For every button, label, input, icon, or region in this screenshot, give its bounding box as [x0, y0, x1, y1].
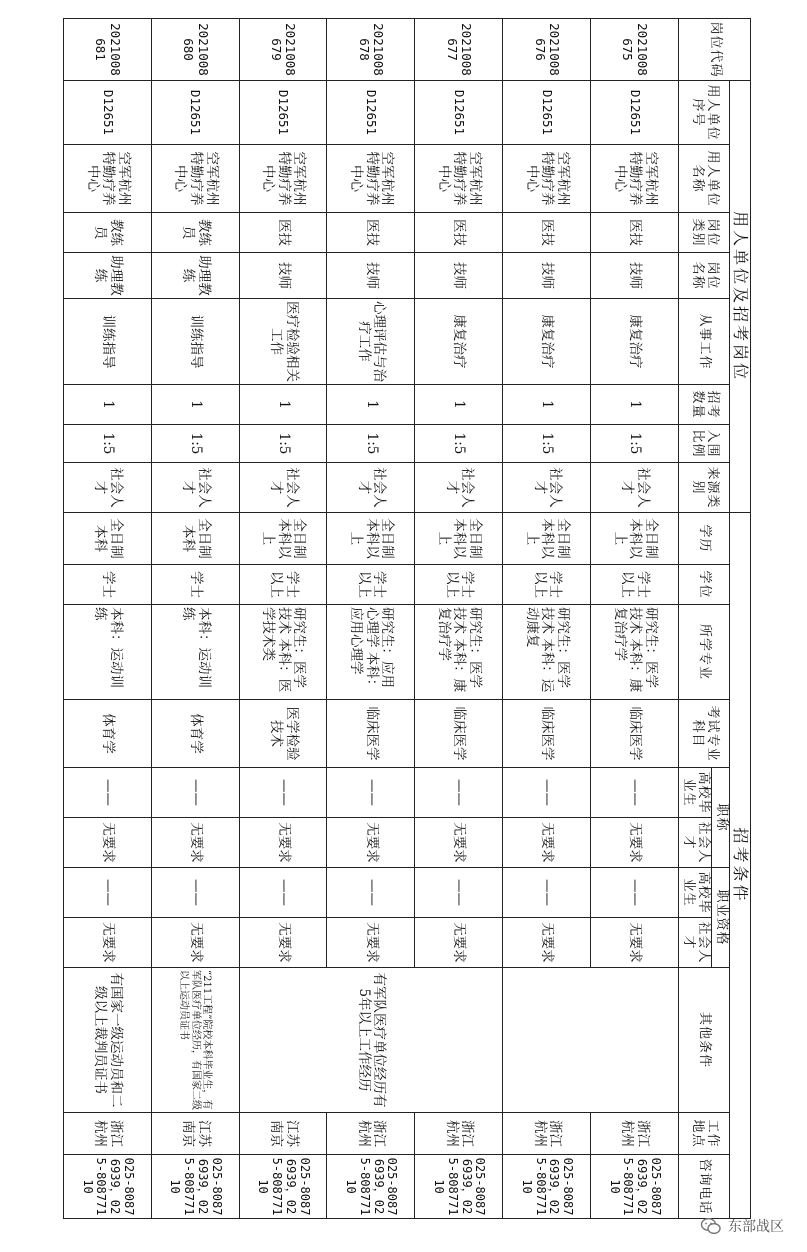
- title-social-cell: 无要求: [239, 818, 327, 868]
- code-cell: 2021008679: [239, 19, 327, 81]
- education-cell: 全日制本科: [64, 513, 152, 565]
- post-cell: 助理教练: [151, 253, 239, 299]
- location-cell: 江苏南京: [239, 1113, 327, 1155]
- post-cell: 技师: [239, 253, 327, 299]
- major-cell: 研究生：医学技术 本科：医学技术类: [239, 605, 327, 700]
- work-cell: 康复治疗: [503, 299, 591, 385]
- exam-cell: 临床医学: [415, 700, 503, 768]
- th-group-conditions: 招考条件: [729, 513, 750, 1219]
- qual-social-cell: 无要求: [590, 918, 678, 968]
- source-cell: 社会人才: [415, 463, 503, 513]
- ratio-cell: 1:5: [590, 425, 678, 463]
- exam-cell: 体育学: [151, 700, 239, 768]
- count-cell: 1: [415, 385, 503, 425]
- unit-cell: 空军杭州特勤疗养中心: [415, 145, 503, 213]
- source-cell: 社会人才: [590, 463, 678, 513]
- source-cell: 社会人才: [327, 463, 415, 513]
- th-ratio: 入围比例: [678, 425, 729, 463]
- other-conditions-cell: 有军队医疗单位经历有5年以上工作经历: [239, 968, 502, 1113]
- post-cell: 助理教练: [64, 253, 152, 299]
- recruitment-table: [63, 18, 751, 1219]
- work-cell: 训练指导: [151, 299, 239, 385]
- title-social-cell: 无要求: [590, 818, 678, 868]
- education-cell: 全日制本科以上: [239, 513, 327, 565]
- th-title-grad: 高校毕业生: [678, 768, 711, 818]
- category-cell: 医技: [327, 213, 415, 253]
- qual-grad-cell: ——: [239, 868, 327, 918]
- title-grad-cell: ——: [327, 768, 415, 818]
- location-cell: 浙江杭州: [327, 1113, 415, 1155]
- th-other: 其他条件: [678, 968, 729, 1113]
- post-cell: 技师: [590, 253, 678, 299]
- category-cell: 医技: [590, 213, 678, 253]
- major-cell: 研究生：医学技术 本科：康复治疗学: [590, 605, 678, 700]
- degree-cell: 学士: [64, 565, 152, 605]
- exam-cell: 临床医学: [590, 700, 678, 768]
- title-grad-cell: ——: [151, 768, 239, 818]
- location-cell: 浙江杭州: [415, 1113, 503, 1155]
- ratio-cell: 1:5: [415, 425, 503, 463]
- other-conditions-cell: [503, 968, 679, 1113]
- qual-social-cell: 无要求: [239, 918, 327, 968]
- education-cell: 全日制本科以上: [327, 513, 415, 565]
- code-cell: 2021008678: [327, 19, 415, 81]
- unit-cell: 空军杭州特勤疗养中心: [503, 145, 591, 213]
- qual-social-cell: 无要求: [64, 918, 152, 968]
- seq-cell: D12651: [151, 81, 239, 145]
- education-cell: 全日制本科: [151, 513, 239, 565]
- unit-cell: 空军杭州特勤疗养中心: [590, 145, 678, 213]
- table-row: [64, 19, 152, 1219]
- count-cell: 1: [503, 385, 591, 425]
- category-cell: 教练员: [151, 213, 239, 253]
- exam-cell: 临床医学: [327, 700, 415, 768]
- category-cell: 医技: [239, 213, 327, 253]
- th-phone: 咨询电话: [678, 1155, 729, 1219]
- watermark: [700, 1212, 784, 1240]
- title-grad-cell: ——: [415, 768, 503, 818]
- count-cell: 1: [64, 385, 152, 425]
- category-cell: 教练员: [64, 213, 152, 253]
- qual-grad-cell: ——: [415, 868, 503, 918]
- th-title-social: 社会人才: [678, 818, 711, 868]
- major-cell: 本科：运动训练: [151, 605, 239, 700]
- location-cell: 浙江杭州: [64, 1113, 152, 1155]
- table-row: [415, 19, 503, 1219]
- th-work-content: 从事工作: [678, 299, 729, 385]
- other-conditions-cell: “211工程”院校本科毕业生，有军队医疗单位经历，有国家二级以上运动员证书: [151, 968, 239, 1113]
- qual-social-cell: 无要求: [503, 918, 591, 968]
- header-row-2: [711, 19, 729, 1219]
- title-social-cell: 无要求: [415, 818, 503, 868]
- qual-social-cell: 无要求: [327, 918, 415, 968]
- th-degree: 学位: [678, 565, 729, 605]
- ratio-cell: 1:5: [151, 425, 239, 463]
- title-grad-cell: ——: [590, 768, 678, 818]
- major-cell: 研究生：应用心理学 本科：应用心理学: [327, 605, 415, 700]
- major-cell: 研究生：医学技术 本科：运动康复: [503, 605, 591, 700]
- education-cell: 全日制本科以上: [415, 513, 503, 565]
- work-cell: 训练指导: [64, 299, 152, 385]
- work-cell: 康复治疗: [590, 299, 678, 385]
- seq-cell: D12651: [327, 81, 415, 145]
- title-social-cell: 无要求: [327, 818, 415, 868]
- th-unit-seq: 用人单位序号: [678, 81, 729, 145]
- code-cell: 2021008677: [415, 19, 503, 81]
- title-social-cell: 无要求: [503, 818, 591, 868]
- phone-cell: 025-80876939，025-80877110: [239, 1155, 327, 1219]
- unit-cell: 空军杭州特勤疗养中心: [239, 145, 327, 213]
- phone-cell: 025-80876939，025-80877110: [327, 1155, 415, 1219]
- phone-cell: 025-80876939，025-80877110: [503, 1155, 591, 1219]
- source-cell: 社会人才: [503, 463, 591, 513]
- other-conditions-cell: 有国家一级运动员和二级以上裁判员证书: [64, 968, 152, 1113]
- count-cell: 1: [590, 385, 678, 425]
- th-education: 学历: [678, 513, 729, 565]
- th-qual-grad: 高校毕业生: [678, 868, 711, 918]
- ratio-cell: 1:5: [64, 425, 152, 463]
- header-row-1: [729, 19, 750, 1219]
- degree-cell: 学士以上: [590, 565, 678, 605]
- code-cell: 2021008680: [151, 19, 239, 81]
- wechat-icon: [700, 1217, 722, 1235]
- category-cell: 医技: [503, 213, 591, 253]
- title-social-cell: 无要求: [151, 818, 239, 868]
- exam-cell: 医学检验技术: [239, 700, 327, 768]
- th-unit-name: 用人单位名称: [678, 145, 729, 213]
- source-cell: 社会人才: [64, 463, 152, 513]
- th-recruit-count: 招考数量: [678, 385, 729, 425]
- degree-cell: 学士以上: [503, 565, 591, 605]
- table-body: [64, 19, 679, 1219]
- degree-cell: 学士以上: [327, 565, 415, 605]
- unit-cell: 空军杭州特勤疗养中心: [327, 145, 415, 213]
- source-cell: 社会人才: [151, 463, 239, 513]
- th-source: 来源类别: [678, 463, 729, 513]
- qual-grad-cell: ——: [590, 868, 678, 918]
- location-cell: 江苏南京: [151, 1113, 239, 1155]
- phone-cell: 025-80876939，025-80877110: [590, 1155, 678, 1219]
- ratio-cell: 1:5: [239, 425, 327, 463]
- th-major: 所学专业: [678, 605, 729, 700]
- qual-grad-cell: ——: [151, 868, 239, 918]
- source-cell: 社会人才: [239, 463, 327, 513]
- code-cell: 2021008676: [503, 19, 591, 81]
- count-cell: 1: [327, 385, 415, 425]
- ratio-cell: 1:5: [503, 425, 591, 463]
- exam-cell: 临床医学: [503, 700, 591, 768]
- title-grad-cell: ——: [64, 768, 152, 818]
- major-cell: 研究生：医学技术 本科：康复治疗学: [415, 605, 503, 700]
- ratio-cell: 1:5: [327, 425, 415, 463]
- phone-cell: 025-80876939，025-80877110: [151, 1155, 239, 1219]
- work-cell: 心理评估与治疗工作: [327, 299, 415, 385]
- th-exam-subject: 考试专业科目: [678, 700, 729, 768]
- count-cell: 1: [239, 385, 327, 425]
- category-cell: 医技: [415, 213, 503, 253]
- seq-cell: D12651: [239, 81, 327, 145]
- qual-social-cell: 无要求: [151, 918, 239, 968]
- education-cell: 全日制本科以上: [590, 513, 678, 565]
- unit-cell: 空军杭州特勤疗养中心: [151, 145, 239, 213]
- th-location: 工作地点: [678, 1113, 729, 1155]
- th-post-code: 岗位代码: [678, 19, 750, 81]
- degree-cell: 学士以上: [415, 565, 503, 605]
- th-group-qualification: 职业资格: [711, 868, 729, 968]
- th-post-category: 岗位类别: [678, 213, 729, 253]
- title-grad-cell: ——: [503, 768, 591, 818]
- unit-cell: 空军杭州特勤疗养中心: [64, 145, 152, 213]
- exam-cell: 体育学: [64, 700, 152, 768]
- qual-grad-cell: ——: [64, 868, 152, 918]
- seq-cell: D12651: [64, 81, 152, 145]
- phone-cell: 025-80876939，025-80877110: [64, 1155, 152, 1219]
- code-cell: 2021008681: [64, 19, 152, 81]
- title-social-cell: 无要求: [64, 818, 152, 868]
- table-row: [590, 19, 678, 1219]
- count-cell: 1: [151, 385, 239, 425]
- th-qual-social: 社会人才: [678, 918, 711, 968]
- phone-cell: 025-80876939，025-80877110: [415, 1155, 503, 1219]
- post-cell: 技师: [327, 253, 415, 299]
- qual-social-cell: 无要求: [415, 918, 503, 968]
- code-cell: 2021008675: [590, 19, 678, 81]
- th-group-unit: 用人单位及招考岗位: [729, 81, 750, 513]
- post-cell: 技师: [503, 253, 591, 299]
- qual-grad-cell: ——: [327, 868, 415, 918]
- location-cell: 浙江杭州: [590, 1113, 678, 1155]
- degree-cell: 学士以上: [239, 565, 327, 605]
- seq-cell: D12651: [590, 81, 678, 145]
- location-cell: 浙江杭州: [503, 1113, 591, 1155]
- major-cell: 本科：运动训练: [64, 605, 152, 700]
- title-grad-cell: ——: [239, 768, 327, 818]
- qual-grad-cell: ——: [503, 868, 591, 918]
- post-cell: 技师: [415, 253, 503, 299]
- seq-cell: D12651: [415, 81, 503, 145]
- education-cell: 全日制本科以上: [503, 513, 591, 565]
- degree-cell: 学士: [151, 565, 239, 605]
- table-row: [151, 19, 239, 1219]
- seq-cell: D12651: [503, 81, 591, 145]
- th-group-title: 职称: [711, 768, 729, 868]
- watermark-text: 东部战区: [728, 1219, 784, 1235]
- th-post-name: 岗位名称: [678, 253, 729, 299]
- work-cell: 医疗检验相关工作: [239, 299, 327, 385]
- work-cell: 康复治疗: [415, 299, 503, 385]
